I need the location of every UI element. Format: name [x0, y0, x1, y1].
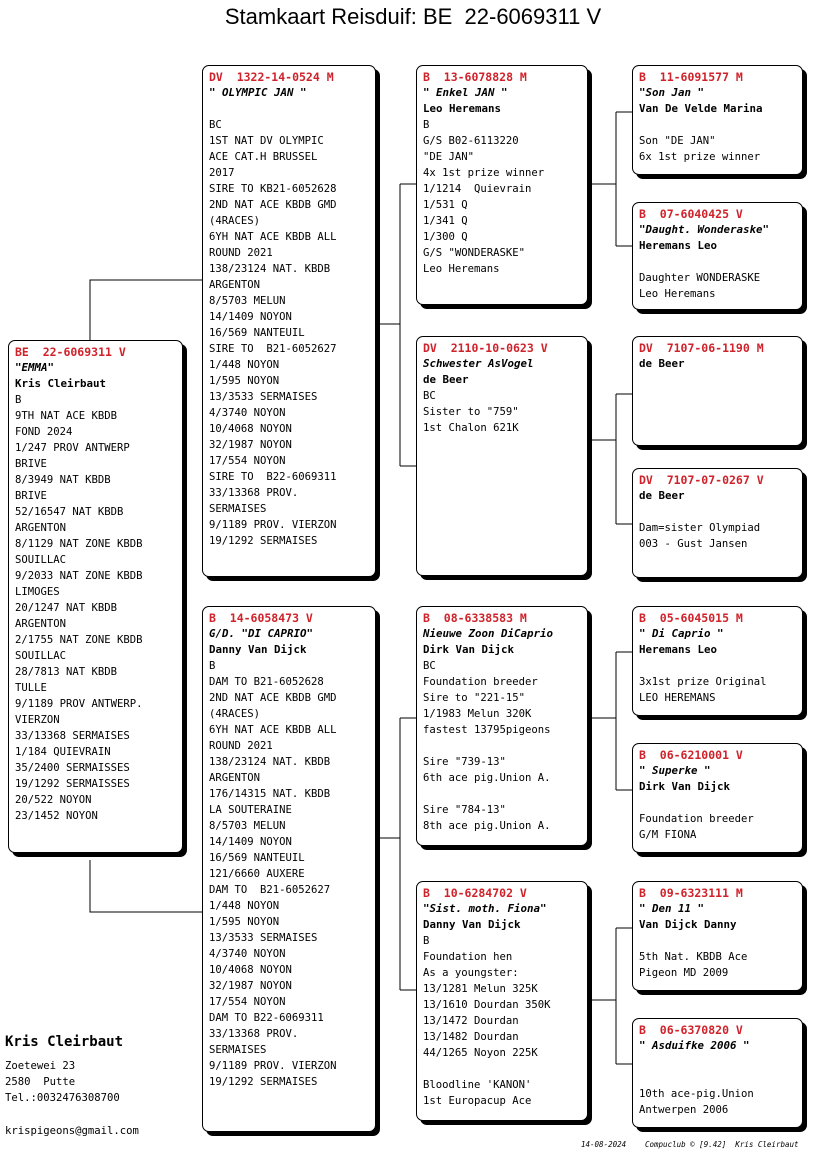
note-line: SOUILLAC — [15, 554, 67, 566]
note-line: 1/247 PROV ANTWERP — [15, 442, 130, 454]
note-line — [423, 786, 583, 802]
pigeon-name: " Den 11 " — [639, 902, 705, 915]
note-line: 14/1409 NOYON — [209, 836, 292, 848]
subject-card — [8, 340, 183, 853]
owner-name: Leo Heremans — [423, 102, 502, 115]
owner-name: Heremans Leo — [639, 643, 718, 656]
note-line: SIRE TO B22-6069311 — [209, 471, 337, 483]
note-line: 52/16547 NAT KBDB — [15, 506, 124, 518]
ring-number: B 10-6284702 V — [423, 886, 527, 900]
note-line: Pigeon MD 2009 — [639, 967, 729, 979]
pigeon-name: " Superke " — [639, 764, 711, 777]
ring-number: B 06-6210001 V — [639, 748, 743, 762]
note-line: LA SOUTERAINE — [209, 804, 292, 816]
note-line: 9/1189 PROV. VIERZON — [209, 1060, 337, 1072]
note-line: ROUND 2021 — [209, 740, 273, 752]
note-line: 23/1452 NOYON — [15, 810, 98, 822]
note-line: 1/448 NOYON — [209, 359, 280, 371]
note-line: Foundation breeder — [423, 676, 538, 688]
note-line: DAM TO B21-6052627 — [209, 884, 331, 896]
software-credit: Compuclub © [9.42] Kris Cleirbaut — [645, 1140, 799, 1149]
note-line: 13/1610 Dourdan 350K — [423, 999, 551, 1011]
note-line — [639, 795, 798, 811]
breeder-street: Zoetewei 23 — [5, 1060, 76, 1072]
ring-number: B 14-6058473 V — [209, 611, 313, 625]
note-line: 1/448 NOYON — [209, 900, 280, 912]
note-line: 9/1189 PROV ANTWERP. — [15, 698, 143, 710]
note-line: BC — [209, 119, 222, 131]
note-line: 8/5703 MELUN — [209, 295, 286, 307]
note-line: G/M FIONA — [639, 829, 697, 841]
note-line: 5th Nat. KBDB Ace — [639, 951, 748, 963]
pigeon-name: "Sist. moth. Fiona" — [423, 902, 547, 915]
note-line: 44/1265 Noyon 225K — [423, 1047, 538, 1059]
card-notes — [423, 117, 583, 277]
pigeon-name: " OLYMPIC JAN " — [209, 86, 307, 99]
owner-name: Van Dijck Danny — [639, 918, 737, 931]
sire-card — [202, 65, 376, 577]
pigeon-name: "Son Jan " — [639, 86, 705, 99]
ring-number: DV 7107-07-0267 V — [639, 473, 764, 487]
note-line: LEO HEREMANS — [639, 692, 716, 704]
note-line: ACE CAT.H BRUSSEL — [209, 151, 318, 163]
note-line: As a youngster: — [423, 967, 519, 979]
note-line: 13/1281 Melun 325K — [423, 983, 538, 995]
note-line: 8/1129 NAT ZONE KBDB — [15, 538, 143, 550]
note-line: ARGENTON — [15, 618, 67, 630]
note-line: 9/2033 NAT ZONE KBDB — [15, 570, 143, 582]
note-line: 4/3740 NOYON — [209, 407, 286, 419]
card-notes — [639, 658, 798, 706]
note-line: ROUND 2021 — [209, 247, 273, 259]
ring-number: DV 1322-14-0524 M — [209, 70, 334, 84]
note-line: 8th ace pig.Union A. — [423, 820, 551, 832]
card-notes — [209, 658, 371, 1090]
sire-dam-dam-card — [632, 468, 803, 578]
note-line: G/S "WONDERASKE" — [423, 247, 526, 259]
note-line: 4x 1st prize winner — [423, 167, 545, 179]
note-line: 19/1292 SERMAISES — [209, 1076, 318, 1088]
note-line: 9TH NAT ACE KBDB — [15, 410, 118, 422]
note-line: Antwerpen 2006 — [639, 1104, 729, 1116]
breeder-phone: Tel.:0032476308700 — [5, 1092, 120, 1104]
note-line: 32/1987 NOYON — [209, 439, 292, 451]
card-notes — [423, 933, 583, 1109]
pigeon-name: "EMMA" — [15, 361, 55, 374]
note-line: ARGENTON — [209, 772, 261, 784]
note-line: 13/3533 SERMAISES — [209, 391, 318, 403]
owner-name: Van De Velde Marina — [639, 102, 763, 115]
owner-name: Heremans Leo — [639, 239, 718, 252]
note-line: 003 - Gust Jansen — [639, 538, 748, 550]
note-line: Foundation hen — [423, 951, 513, 963]
ring-number: B 05-6045015 M — [639, 611, 743, 625]
card-notes — [639, 1054, 798, 1118]
pigeon-name: " Di Caprio " — [639, 627, 724, 640]
note-line: 33/13368 SERMAISES — [15, 730, 130, 742]
note-line: 1ST NAT DV OLYMPIC — [209, 135, 324, 147]
note-line: B — [15, 394, 22, 406]
note-line: 176/14315 NAT. KBDB — [209, 788, 331, 800]
ring-number: B 07-6040425 V — [639, 207, 743, 221]
dam-dam-dam-card — [632, 1018, 803, 1128]
note-line: 1st Europacup Ace — [423, 1095, 532, 1107]
note-line: 1st Chalon 621K — [423, 422, 519, 434]
note-line: 6x 1st prize winner — [639, 151, 761, 163]
note-line: Leo Heremans — [423, 263, 500, 275]
page-title: Stamkaart Reisduif: BE 22-6069311 V — [224, 4, 602, 29]
pigeon-name: "Daught. Wonderaske" — [639, 223, 770, 236]
card-notes — [639, 933, 798, 981]
pigeon-name: " Asduifke 2006 " — [639, 1039, 750, 1052]
note-line — [639, 254, 798, 270]
dam-dam-card — [416, 881, 588, 1121]
note-line: B — [423, 119, 430, 131]
note-line: 2/1755 NAT ZONE KBDB — [15, 634, 143, 646]
note-line: 33/13368 PROV. — [209, 1028, 299, 1040]
card-notes — [639, 504, 798, 552]
note-line: FOND 2024 — [15, 426, 73, 438]
note-line: BC — [423, 660, 436, 672]
note-line — [209, 101, 371, 117]
note-line: 20/522 NOYON — [15, 794, 92, 806]
card-notes — [639, 254, 798, 302]
note-line: 138/23124 NAT. KBDB — [209, 756, 331, 768]
card-notes — [15, 392, 178, 824]
note-line: 8/5703 MELUN — [209, 820, 286, 832]
note-line: B — [423, 935, 430, 947]
note-line: SERMAISES — [209, 1044, 267, 1056]
note-line: SIRE TO B21-6052627 — [209, 343, 337, 355]
note-line: BRIVE — [15, 458, 47, 470]
card-notes — [423, 658, 583, 834]
pigeon-name: Nieuwe Zoon DiCaprio — [423, 627, 554, 640]
note-line: fastest 13795pigeons — [423, 724, 551, 736]
note-line — [423, 738, 583, 754]
card-notes — [209, 101, 371, 549]
note-line: 16/569 NANTEUIL — [209, 852, 305, 864]
note-line: 6th ace pig.Union A. — [423, 772, 551, 784]
note-line: 1/300 Q — [423, 231, 468, 243]
note-line: 10/4068 NOYON — [209, 964, 292, 976]
note-line: Sire "784-13" — [423, 804, 506, 816]
dam-sire-sire-card — [632, 606, 803, 716]
print-date: 14-08-2024 — [581, 1140, 627, 1149]
note-line: DAM TO B21-6052628 — [209, 676, 324, 688]
sire-sire-sire-card — [632, 65, 803, 175]
note-line: ARGENTON — [209, 279, 261, 291]
note-line: 3x1st prize Original — [639, 676, 767, 688]
note-line: 20/1247 NAT KBDB — [15, 602, 118, 614]
note-line: TULLE — [15, 682, 47, 694]
note-line: Sister to "759" — [423, 406, 519, 418]
note-line: ARGENTON — [15, 522, 67, 534]
note-line: 13/3533 SERMAISES — [209, 932, 318, 944]
owner-name: Danny Van Dijck — [209, 643, 307, 656]
note-line: DAM TO B22-6069311 — [209, 1012, 324, 1024]
note-line: 14/1409 NOYON — [209, 311, 292, 323]
breeder-name: Kris Cleirbaut — [5, 1034, 124, 1050]
note-line: 1/1214 Quievrain — [423, 183, 532, 195]
note-line: Bloodline 'KANON' — [423, 1079, 532, 1091]
note-line: 35/2400 SERMAISSES — [15, 762, 130, 774]
note-line: 121/6660 AUXERE — [209, 868, 305, 880]
note-line: 28/7813 NAT KBDB — [15, 666, 118, 678]
sire-sire-dam-card — [632, 202, 803, 310]
note-line: SIRE TO KB21-6052628 — [209, 183, 337, 195]
note-line: 2ND NAT ACE KBDB GMD — [209, 199, 337, 211]
dam-sire-card — [416, 606, 588, 846]
note-line: "DE JAN" — [423, 151, 475, 163]
note-line: 4/3740 NOYON — [209, 948, 286, 960]
note-line: 19/1292 SERMAISES — [209, 535, 318, 547]
ring-number: DV 2110-10-0623 V — [423, 341, 548, 355]
note-line: 2017 — [209, 167, 235, 179]
note-line: 1/341 Q — [423, 215, 468, 227]
note-line: Dam=sister Olympiad — [639, 522, 761, 534]
note-line: 1/531 Q — [423, 199, 468, 211]
note-line: VIERZON — [15, 714, 60, 726]
card-notes — [639, 117, 798, 165]
note-line: Leo Heremans — [639, 288, 716, 300]
sire-sire-card — [416, 65, 588, 305]
note-line — [639, 1070, 798, 1086]
note-line — [423, 1061, 583, 1077]
card-notes — [639, 795, 798, 843]
owner-name: Dirk Van Dijck — [423, 643, 515, 656]
owner-name: de Beer — [423, 373, 469, 386]
note-line: 1/1983 Melun 320K — [423, 708, 532, 720]
owner-name: Kris Cleirbaut — [15, 377, 107, 390]
breeder-email[interactable]: krispigeons@gmail.com — [5, 1125, 139, 1137]
note-line: 19/1292 SERMAISSES — [15, 778, 130, 790]
note-line: Daughter WONDERASKE — [639, 272, 761, 284]
note-line — [639, 658, 798, 674]
note-line: 9/1189 PROV. VIERZON — [209, 519, 337, 531]
note-line: 33/13368 PROV. — [209, 487, 299, 499]
owner-name: Dirk Van Dijck — [639, 780, 731, 793]
sire-dam-sire-card — [632, 336, 803, 446]
dam-sire-dam-card — [632, 743, 803, 853]
note-line: 6YH NAT ACE KBDB ALL — [209, 231, 337, 243]
pigeon-name: Schwester AsVogel — [423, 357, 534, 370]
note-line: (4RACES) — [209, 215, 261, 227]
note-line: 13/1482 Dourdan — [423, 1031, 519, 1043]
sire-dam-card — [416, 336, 588, 576]
ring-number: B 13-6078828 M — [423, 70, 527, 84]
note-line: 8/3949 NAT KBDB — [15, 474, 111, 486]
note-line — [639, 117, 798, 133]
note-line: 10th ace-pig.Union — [639, 1088, 754, 1100]
note-line: 16/569 NANTEUIL — [209, 327, 305, 339]
note-line: SOUILLAC — [15, 650, 67, 662]
note-line: G/S B02-6113220 — [423, 135, 519, 147]
note-line: 1/595 NOYON — [209, 375, 280, 387]
pigeon-name: G/D. "DI CAPRIO" — [209, 627, 314, 640]
dam-card — [202, 606, 376, 1132]
note-line: 1/595 NOYON — [209, 916, 280, 928]
note-line: 138/23124 NAT. KBDB — [209, 263, 331, 275]
note-line: 1/184 QUIEVRAIN — [15, 746, 111, 758]
note-line: Sire "739-13" — [423, 756, 506, 768]
dam-dam-sire-card — [632, 881, 803, 991]
ring-number: BE 22-6069311 V — [15, 345, 126, 359]
note-line: 17/554 NOYON — [209, 455, 286, 467]
note-line: B — [209, 660, 216, 672]
note-line — [639, 504, 798, 520]
pigeon-name: " Enkel JAN " — [423, 86, 508, 99]
note-line: 10/4068 NOYON — [209, 423, 292, 435]
note-line: 13/1472 Dourdan — [423, 1015, 519, 1027]
note-line: LIMOGES — [15, 586, 60, 598]
owner-name: Danny Van Dijck — [423, 918, 521, 931]
note-line: Foundation breeder — [639, 813, 754, 825]
note-line: Sire to "221-15" — [423, 692, 526, 704]
ring-number: B 08-6338583 M — [423, 611, 527, 625]
note-line: 2ND NAT ACE KBDB GMD — [209, 692, 337, 704]
card-notes — [423, 388, 583, 436]
ring-number: DV 7107-06-1190 M — [639, 341, 764, 355]
note-line — [639, 933, 798, 949]
ring-number: B 09-6323111 M — [639, 886, 743, 900]
ring-number: B 11-6091577 M — [639, 70, 743, 84]
note-line: 32/1987 NOYON — [209, 980, 292, 992]
note-line: Son "DE JAN" — [639, 135, 716, 147]
note-line: 6YH NAT ACE KBDB ALL — [209, 724, 337, 736]
note-line: BRIVE — [15, 490, 47, 502]
ring-number: B 06-6370820 V — [639, 1023, 743, 1037]
note-line: BC — [423, 390, 436, 402]
note-line: 17/554 NOYON — [209, 996, 286, 1008]
note-line — [639, 1054, 798, 1070]
owner-name: de Beer — [639, 489, 685, 502]
note-line: SERMAISES — [209, 503, 267, 515]
note-line: (4RACES) — [209, 708, 261, 720]
owner-name: de Beer — [639, 357, 685, 370]
breeder-city: 2580 Putte — [5, 1076, 76, 1088]
